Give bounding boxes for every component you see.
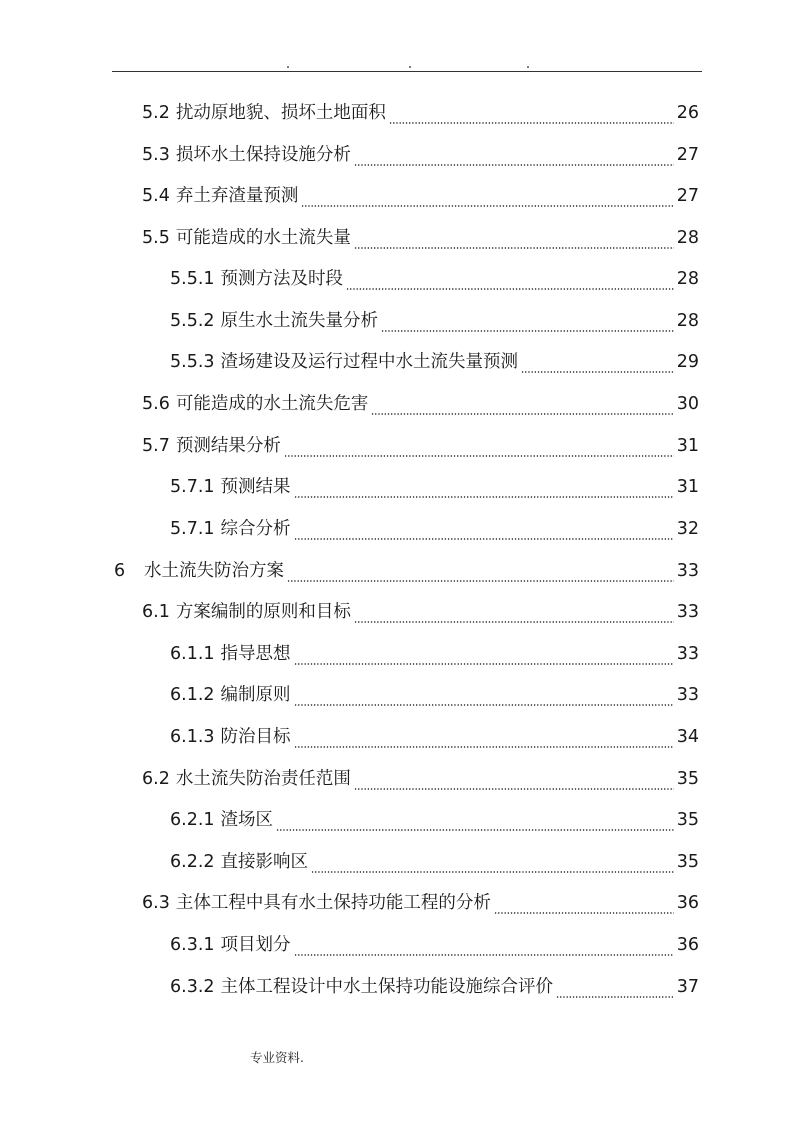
toc-dot-leader (354, 784, 674, 791)
toc-dot-leader (294, 700, 674, 707)
toc-entry-title: 预测结果分析 (175, 436, 281, 456)
toc-entry-page: 35 (676, 769, 699, 789)
toc-entry[interactable] (170, 642, 699, 666)
toc-entry[interactable] (170, 350, 699, 374)
toc-dot-leader (287, 576, 674, 583)
toc-entry-title: 原生水土流失量分析 (220, 311, 379, 331)
toc-entry-number: 5.7 (142, 436, 170, 456)
toc-entry[interactable] (170, 475, 699, 499)
toc-entry-page: 29 (676, 352, 699, 372)
toc-entry[interactable] (142, 184, 699, 208)
toc-entry-title: 预测结果 (220, 477, 291, 497)
toc-entry-page: 28 (676, 311, 699, 331)
toc-entry-page: 31 (676, 436, 699, 456)
toc-entry-title: 防治目标 (220, 727, 291, 747)
header-dot (409, 66, 411, 68)
toc-dot-leader (294, 950, 674, 957)
toc-entry[interactable] (170, 850, 699, 874)
toc-entry[interactable] (114, 559, 699, 583)
toc-dot-leader (354, 617, 674, 624)
toc-dot-leader (381, 326, 674, 333)
toc-entry-page: 27 (676, 186, 699, 206)
toc-entry[interactable] (142, 392, 699, 416)
toc-entry-title: 水土流失防治方案 (144, 561, 284, 581)
toc-entry-page: 33 (676, 644, 699, 664)
toc-entry-number: 5.6 (142, 394, 170, 414)
toc-entry-number: 5.7.1 (170, 519, 215, 539)
header-rule (112, 71, 702, 72)
toc-entry-title: 渣场区 (220, 810, 274, 830)
toc-entry-page: 28 (676, 228, 699, 248)
toc-entry-page: 36 (676, 935, 699, 955)
toc-entry-number: 5.3 (142, 145, 170, 165)
toc-entry-number: 6.1.3 (170, 727, 215, 747)
toc-entry-page: 33 (676, 685, 699, 705)
toc-entry-number: 6.1.1 (170, 644, 215, 664)
toc-entry-title: 方案编制的原则和目标 (175, 602, 351, 622)
toc-entry-page: 34 (676, 727, 699, 747)
toc-entry-title: 指导思想 (220, 644, 291, 664)
toc-entry-number: 6.2.1 (170, 810, 215, 830)
toc-entry-title: 项目划分 (220, 935, 291, 955)
toc-dot-leader (294, 659, 674, 666)
toc-entry-page: 33 (676, 561, 699, 581)
toc-entry-page: 28 (676, 269, 699, 289)
toc-entry-title: 可能造成的水土流失量 (175, 228, 351, 248)
footer-text: 专业资料. (250, 1050, 304, 1065)
toc-entry[interactable] (170, 267, 699, 291)
toc-dot-leader (389, 118, 674, 125)
toc-dot-leader (301, 201, 673, 208)
toc-entry-number: 5.5.1 (170, 269, 215, 289)
toc-entry-number: 6.2.2 (170, 852, 215, 872)
toc-entry-number: 6.3.2 (170, 977, 215, 997)
header-dot (527, 66, 529, 68)
toc-entry[interactable] (170, 933, 699, 957)
toc-entry-number: 5.4 (142, 186, 170, 206)
toc-dot-leader (346, 284, 674, 291)
toc-dot-leader (311, 867, 674, 874)
toc-entry-title: 水土流失防治责任范围 (175, 769, 351, 789)
toc-entry[interactable] (142, 891, 699, 915)
toc-entry-number: 6.1.2 (170, 685, 215, 705)
toc-entry[interactable] (142, 434, 699, 458)
toc-dot-leader (494, 908, 674, 915)
toc-entry[interactable] (142, 767, 699, 791)
toc-entry-page: 37 (676, 977, 699, 997)
toc-entry-title: 扰动原地貌、损坏土地面积 (175, 103, 386, 123)
toc-entry-page: 35 (676, 810, 699, 830)
toc-dot-leader (354, 243, 674, 250)
toc-entry-page: 32 (676, 519, 699, 539)
toc-entry-title: 可能造成的水土流失危害 (175, 394, 369, 414)
toc-entry-number: 5.5.2 (170, 311, 215, 331)
toc-entry-title: 损坏水土保持设施分析 (175, 145, 351, 165)
toc-entry-number: 6.1 (142, 602, 170, 622)
toc-dot-leader (354, 160, 674, 167)
toc-entry[interactable] (142, 600, 699, 624)
toc-entry-number: 5.7.1 (170, 477, 215, 497)
toc-entry-number: 5.2 (142, 103, 170, 123)
toc-entry[interactable] (142, 101, 699, 125)
toc-entry-title: 综合分析 (220, 519, 291, 539)
toc-dot-leader (276, 825, 674, 832)
toc-dot-leader (294, 492, 674, 499)
toc-entry-title: 编制原则 (220, 685, 291, 705)
toc-entry-number: 5.5.3 (170, 352, 215, 372)
toc-dot-leader (294, 742, 674, 749)
toc-entry[interactable] (170, 725, 699, 749)
toc-dot-leader (521, 367, 674, 374)
toc-entry[interactable] (170, 808, 699, 832)
toc-entry-number: 6 (114, 561, 126, 581)
toc-entry-number: 5.5 (142, 228, 170, 248)
toc-entry[interactable] (170, 517, 699, 541)
toc-entry-page: 35 (676, 852, 699, 872)
toc-entry[interactable] (170, 683, 699, 707)
toc-dot-leader (294, 534, 674, 541)
toc-entry-page: 36 (676, 893, 699, 913)
toc-entry-title: 主体工程设计中水土保持功能设施综合评价 (220, 977, 554, 997)
toc-entry[interactable] (142, 143, 699, 167)
toc-entry-page: 33 (676, 602, 699, 622)
toc-entry[interactable] (170, 975, 699, 999)
toc-entry-title: 弃土弃渣量预测 (175, 186, 299, 206)
toc-entry-page: 30 (676, 394, 699, 414)
header-dot (287, 66, 289, 68)
toc-entry-number: 6.2 (142, 769, 170, 789)
toc-dot-leader (284, 451, 674, 458)
toc-entry-number: 6.3.1 (170, 935, 215, 955)
toc-entry-title: 直接影响区 (220, 852, 309, 872)
toc-entry-title: 主体工程中具有水土保持功能工程的分析 (175, 893, 491, 913)
toc-entry[interactable] (170, 309, 699, 333)
toc-entry-number: 6.3 (142, 893, 170, 913)
toc-dot-leader (556, 992, 674, 999)
toc-entry-title: 预测方法及时段 (220, 269, 344, 289)
toc-entry-page: 27 (676, 145, 699, 165)
toc-entry-page: 26 (676, 103, 699, 123)
toc-entry[interactable] (142, 226, 699, 250)
toc-dot-leader (371, 409, 673, 416)
toc-entry-page: 31 (676, 477, 699, 497)
toc-entry-title: 渣场建设及运行过程中水土流失量预测 (220, 352, 519, 372)
